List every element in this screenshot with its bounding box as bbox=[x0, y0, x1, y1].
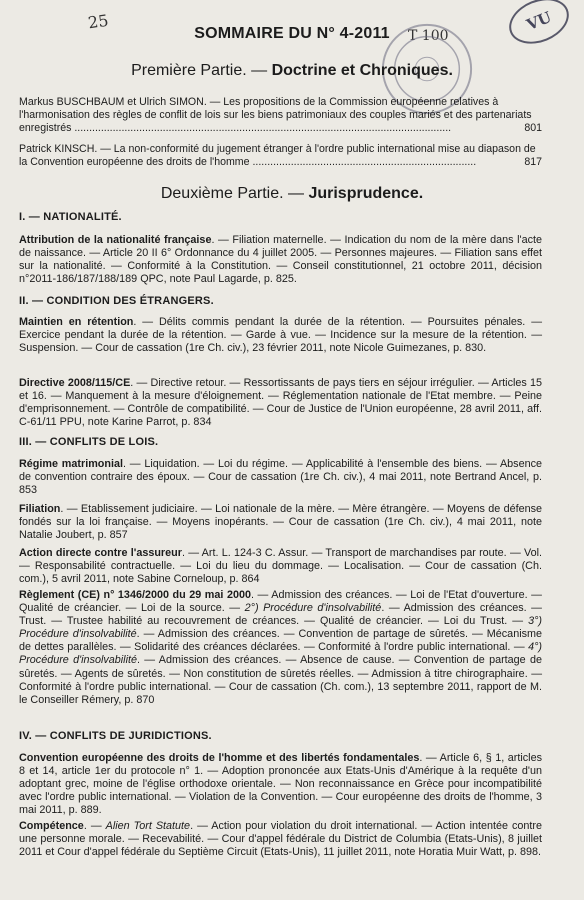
entry-body: . — Action pour violation du droit international. — Action intentée contre une personne morale. — Recevabilité. — Cour d'appel fédérale du District de Columbia (Etats-Unis), 8 juillet 2011 et Cour d'appel fédérale du Septième Circuit (Etats-Unis), 11 juillet 2011, note Horatia Muir Watt, p. 898. bbox=[19, 820, 542, 859]
entry-body: . — Délits commis pendant la durée de la rétention. — Poursuites pénales. — Exercice pendant la durée de la rétention. — Garde à vue. — Incidence sur la mesure de la rétention. — Suspension. — Cour de cassation (1re Ch. civ.), 23 février 2011, note Nicole Guimezanes, p. 830. bbox=[19, 316, 542, 355]
doctrine-entry: Markus BUSCHBAUM et Ulrich SIMON. — Les propositions de la Commission européenne relatives à l'harmonisation des règles de conflit de lois sur les biens patrimoniaux des couples mariés et des partenariats enregistrés ................................................................................................................................ 801 bbox=[19, 96, 542, 134]
stamp-text: VU bbox=[524, 8, 554, 34]
section-heading: II. — CONDITION DES ÉTRANGERS. bbox=[19, 295, 214, 307]
entry-body: . — bbox=[83, 820, 106, 832]
part2-heading: Jurisprudence. bbox=[308, 185, 424, 202]
entry-italic: 4°) Procédure d'insolvabilité bbox=[19, 641, 542, 667]
entry-body: . — Art. L. 124-3 C. Assur. — Transport de marchandises par route. — Vol. — Responsabilité contractuelle. — Loi du lieu du dommage. — Localisation. — Cour de cassation (Ch. com.), 5 avril 2011, note Sabine Corneloup, p. 864 bbox=[19, 547, 543, 586]
jurisprudence-entry bbox=[19, 234, 542, 286]
entry-body: . — Article 6, § 1, articles 8 et 14, article 1er du protocole n° 1. — Adoption prononcée aux Etats-Unis d'Amérique à la requête d'un adoptant grec, moine de l'église orthodoxe orientale. — Non reconnaissance en Grèce pour incompatibilité avec l'ordre public international. — Violation de la Convention. — Cour européenne des droits de l'homme, 3 mai 2011, p. 889. bbox=[19, 752, 542, 817]
entry-body: . — Admission des créances. — Loi de l'Etat d'ouverture. — Qualité de créancier. — Loi de la source. — bbox=[19, 589, 542, 615]
jurisprudence-entry bbox=[19, 589, 542, 707]
entry-lead: Régime matrimonial bbox=[19, 458, 123, 470]
entry-body: . — Directive retour. — Ressortissants de pays tiers en séjour irrégulier. — Articles 15 et 16. — Manquement à la mesure d'éloignement. — Réglementation nationale de l'Etat membre. — Peine d'emprisonnement. — Contrôle de compatibilité. — Cour de Justice de l'Union européenne, 28 avril 2011, aff. C-61/11 PPU, note Karine Parrot, p. 834 bbox=[19, 377, 542, 429]
doctrine-entry-page: 801 bbox=[524, 122, 542, 134]
entry-lead: Attribution de la nationalité française bbox=[19, 234, 212, 246]
doctrine-entry-text: Patrick KINSCH. — La non-conformité du jugement étranger à l'ordre public international mise au diapason de la Convention européenne des droits de l'homme bbox=[19, 143, 536, 168]
doctrine-entry: Patrick KINSCH. — La non-conformité du jugement étranger à l'ordre public international mise au diapason de la Convention européenne des droits de l'homme ............................................................................ 817 bbox=[19, 143, 542, 168]
jurisprudence-entry bbox=[19, 458, 542, 497]
entry-body: . — Admission des créances. — Absence de cause. — Convention de partage de sûretés. — Agents de sûretés. — Non constitution de sûretés réelles. — Admission à titre chirographaire. — Conformité à l'ordre public international. — Cour de cassation (Ch. com.), 13 septembre 2011, rapport de M. le Conseiller Rémery, p. 870 bbox=[19, 654, 542, 706]
entry-lead: Action directe contre l'assureur bbox=[19, 547, 182, 559]
entry-body: . — Etablissement judiciaire. — Loi nationale de la mère. — Mère étrangère. — Moyens de défense fondés sur la loi française. — Moyens inopérants. — Cour de cassation (1re Ch. civ.), 4 mai 2011, note Natalie Joubert, p. 857 bbox=[19, 503, 542, 542]
entry-lead: Maintien en rétention bbox=[19, 316, 134, 328]
part1-prefix: Première Partie. — bbox=[131, 62, 272, 79]
entry-italic: 2°) Procédure d'insolvabilité bbox=[244, 602, 382, 615]
page-title: SOMMAIRE DU N° 4-2011 bbox=[194, 25, 390, 42]
entry-lead: Filiation bbox=[19, 503, 61, 515]
entry-body: . — Admission des créances. — Trust. — Trustee habilité au recouvrement de créances. — Qualité de créancier. — Loi du Trust. — bbox=[19, 602, 542, 628]
section-heading: I. — NATIONALITÉ. bbox=[19, 211, 122, 223]
part2-prefix: Deuxième Partie. — bbox=[160, 185, 309, 202]
jurisprudence-entry bbox=[19, 503, 542, 542]
section-heading: IV. — CONFLITS DE JURIDICTIONS. bbox=[19, 730, 212, 742]
entry-body: . — Filiation maternelle. — Indication du nom de la mère dans l'acte de naissance. — Article 20 II 6° Ordonnance du 4 juillet 2005. — Personnes majeures. — Filiation sans effet sur la nationalité. — Conformité à la Constitution. — Conseil constitutionnel, 21 octobre 2011, décision n°2011-186/187/188/189 QPC, note Paul Lagarde, p. 825. bbox=[19, 234, 542, 286]
entry-lead: Convention européenne des droits de l'homme et des libertés fondamentales bbox=[19, 752, 420, 764]
entry-lead: Règlement (CE) n° 1346/2000 du 29 mai 2000 bbox=[19, 589, 251, 601]
entry-italic: Alien Tort Statute bbox=[105, 820, 191, 832]
entry-lead: Compétence bbox=[19, 820, 84, 832]
section-heading: III. — CONFLITS DE LOIS. bbox=[19, 436, 159, 448]
handwritten-reference: T 100 bbox=[408, 28, 449, 44]
doctrine-entry-page: 817 bbox=[524, 156, 542, 168]
jurisprudence-entry bbox=[19, 316, 542, 355]
doctrine-entry-text: Markus BUSCHBAUM et Ulrich SIMON. — Les propositions de la Commission européenne relatives à l'harmonisation des règles de conflit de lois sur les biens patrimoniaux des couples mariés et des partenariats enregistrés bbox=[19, 96, 532, 134]
part2-title bbox=[0, 185, 584, 203]
handwritten-note: 25 bbox=[86, 10, 110, 33]
jurisprudence-entry bbox=[19, 752, 542, 817]
part1-heading: Doctrine et Chroniques. bbox=[271, 62, 453, 79]
entry-body: . — Liquidation. — Loi du régime. — Applicabilité à l'ensemble des biens. — Absence de convention contraire des époux. — Cour de cassation (1re Ch. civ.), 4 mai 2011, note Bertrand Ancel, p. 853 bbox=[19, 458, 542, 497]
jurisprudence-entry bbox=[19, 547, 542, 586]
entry-body: . — Admission des créances. — Convention de partage de sûretés. — Mécanisme de dettes parallèles. — Solidarité des créances déclarées. — Conformité à l'ordre public international. — bbox=[19, 628, 542, 654]
entry-lead: Directive 2008/115/CE bbox=[19, 377, 131, 389]
jurisprudence-entry bbox=[19, 377, 542, 429]
entry-italic: 3°) Procédure d'insolvabilité bbox=[19, 615, 542, 641]
jurisprudence-entry bbox=[19, 820, 542, 859]
part1-title bbox=[0, 62, 584, 80]
